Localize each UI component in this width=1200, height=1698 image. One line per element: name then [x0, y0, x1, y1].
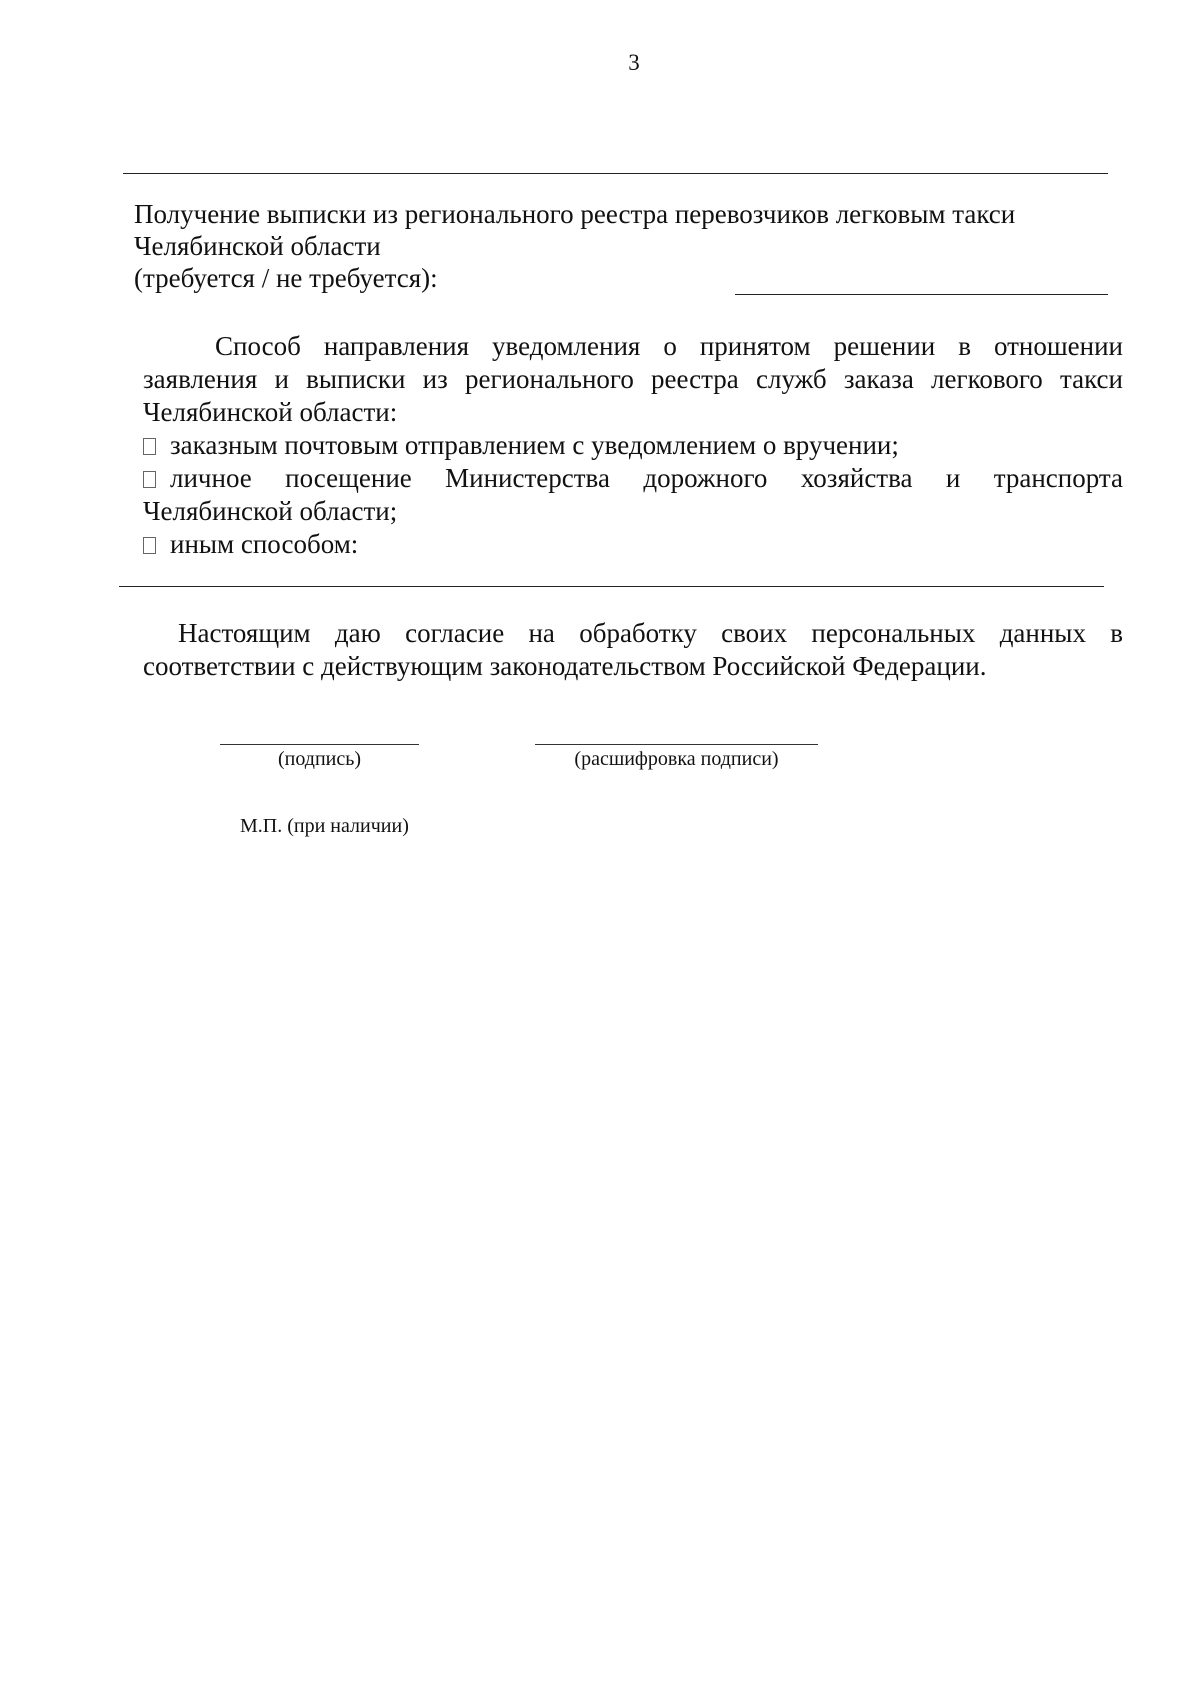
other-method-line[interactable]: [119, 586, 1104, 587]
extract-request-line-2: Челябинской области: [134, 231, 381, 261]
stamp-note: М.П. (при наличии): [240, 815, 409, 837]
top-divider: [123, 173, 1108, 174]
consent-statement: Настоящим даю согласие на обработку своих персональных данных в соответствии с действующим законодательством Российской Федерации.: [143, 618, 1123, 681]
notification-method-intro: Способ направления уведомления о принятом решении в отношении заявления и выписки из регионального реестра служб заказа легкового такси Челябинской области:: [143, 331, 1123, 427]
extract-request-line-1: Получение выписки из регионального реестра перевозчиков легковым такси: [134, 199, 1016, 229]
checkbox-icon[interactable]: [143, 537, 156, 554]
option-other-method[interactable]: [143, 528, 1123, 561]
checkbox-icon[interactable]: [143, 438, 156, 455]
extract-request-answer-field[interactable]: [735, 294, 1108, 295]
option-label: заказным почтовым отправлением с уведомлением о вручении;: [170, 430, 899, 460]
option-label: иным способом:: [170, 529, 359, 559]
signature-transcript-caption: (расшифровка подписи): [574, 748, 779, 770]
option-personal-visit-continuation: Челябинской области;: [143, 496, 398, 526]
signature-field[interactable]: [220, 744, 419, 745]
extract-request-block: [134, 198, 1124, 294]
page-number: 3: [628, 50, 640, 75]
signature-transcript-field[interactable]: [535, 744, 818, 745]
extract-request-line-3: (требуется / не требуется):: [134, 263, 438, 293]
option-label: личное посещение Министерства дорожного хозяйства и транспорта: [170, 463, 1123, 493]
signature-caption: (подпись): [277, 748, 362, 770]
option-registered-mail[interactable]: [143, 429, 1123, 462]
option-personal-visit[interactable]: [143, 462, 1123, 495]
notification-method-block: [143, 330, 1123, 561]
checkbox-icon[interactable]: [143, 471, 156, 488]
